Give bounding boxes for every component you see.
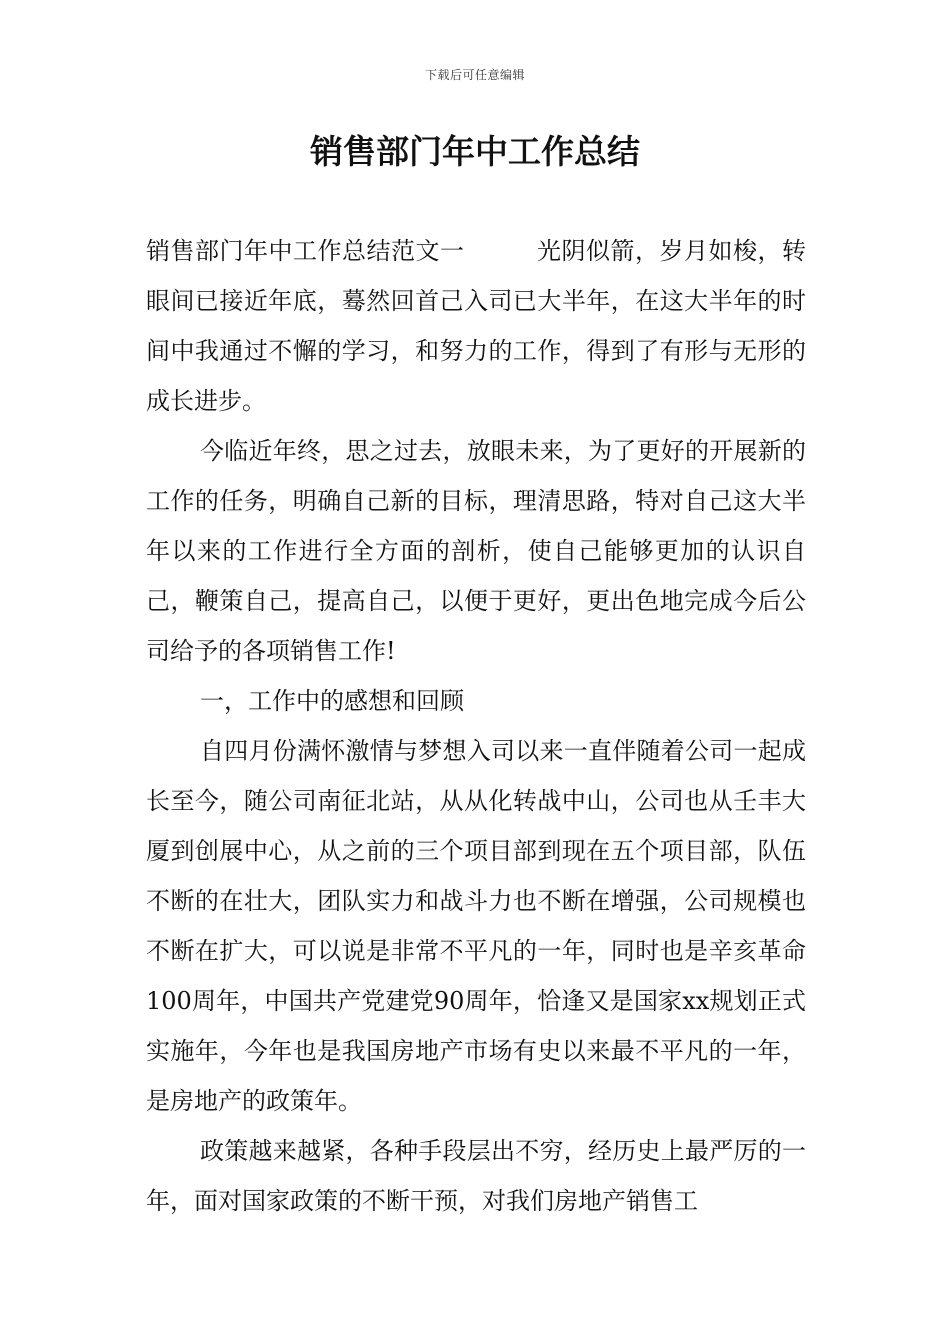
section-heading-1: 一，工作中的感想和回顾 [200,687,464,715]
paragraph-4: 政策越来越紧，各种手段层出不穷，经历史上最严厉的一年，面对国家政策的不断干预，对我们房地产销售工 [146,1137,806,1215]
paragraph-2: 今临近年终，思之过去，放眼未来，为了更好的开展新的工作的任务，明确自己新的目标，理清思路，特对自己这大半年以来的工作进行全方面的剖析，使自己能够更加的认识自己，鞭策自己，提高自己，以便于更好，更出色地完成今后公司给予的各项销售工作! [146,437,806,665]
document-title: 销售部门年中工作总结 [310,132,640,171]
paragraph-1-heading: 销售部门年中工作总结范文一 [146,237,465,265]
paragraph-1 [146,226,806,426]
header-note: 下载后可任意编辑 [424,68,525,82]
paragraph-3: 自四月份满怀激情与梦想入司以来一直伴随着公司一起成长至今，随公司南征北站，从从化转战中山，公司也从壬丰大厦到创展中心，从之前的三个项目部到现在五个项目部，队伍不断的在壮大，团队实力和战斗力也不断在增强，公司规模也不断在扩大，可以说是非常不平凡的一年，同时也是辛亥革命100周年，中国共产党建党90周年，恰逢又是国家xx规划正式实施年，今年也是我国房地产市场有史以来最不平凡的一年，是房地产的政策年。 [146,737,806,1115]
document-body [146,226,806,1226]
paragraph-1-body: 光阴似箭，岁月如梭，转眼间已接近年底，蓦然回首己入司已大半年，在这大半年的时间中我通过不懈的学习，和努力的工作，得到了有形与无形的成长进步。 [146,237,806,415]
